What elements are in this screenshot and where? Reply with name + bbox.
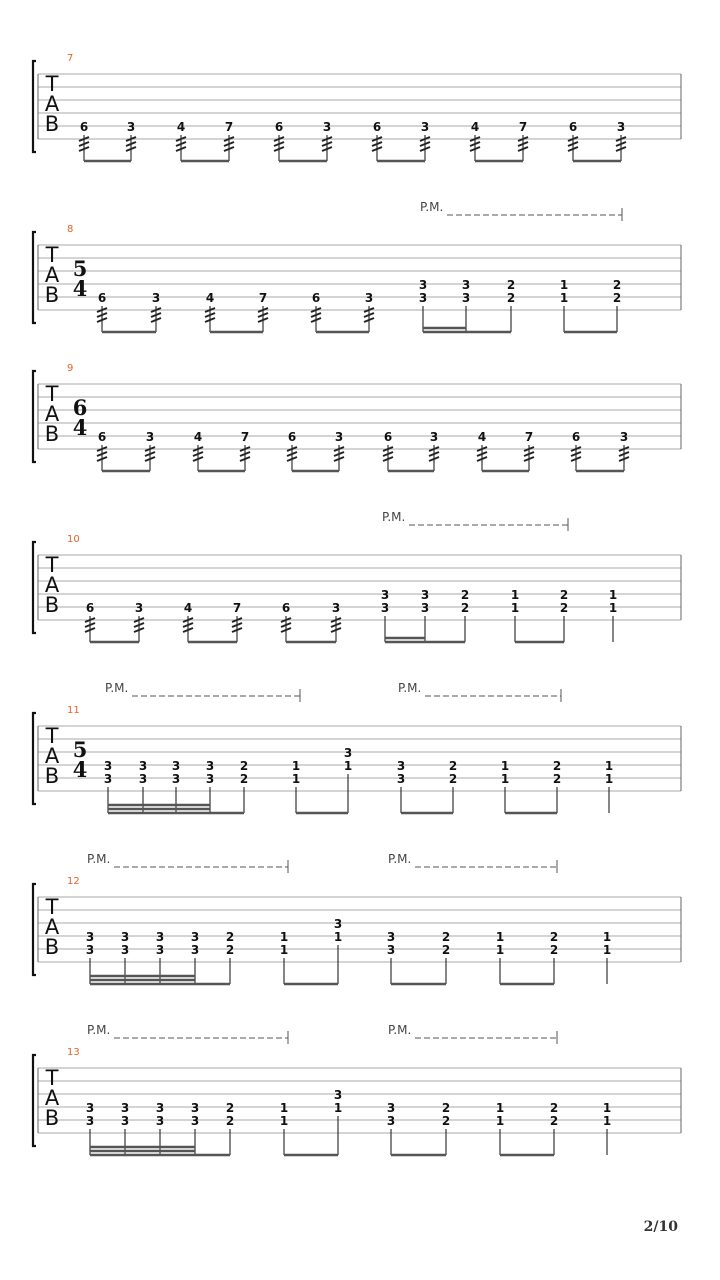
tab-note [387, 1101, 395, 1155]
tab-system [33, 363, 681, 471]
fret-number: 2 [239, 759, 249, 773]
fret-number: 6 [311, 291, 321, 305]
system-bracket [33, 371, 36, 462]
tab-letter-b: B [44, 283, 60, 307]
tab-note [280, 930, 288, 984]
fret-number: 2 [460, 601, 470, 615]
fret-number: 6 [568, 120, 578, 134]
tab-letter-a: A [44, 915, 60, 939]
fret-number: 3 [380, 588, 390, 602]
fret-number: 6 [274, 120, 284, 134]
tab-note [449, 759, 457, 813]
fret-number: 3 [380, 601, 390, 615]
fret-number: 4 [183, 601, 193, 615]
fret-number: 4 [470, 120, 480, 134]
tab-note [507, 278, 515, 332]
fret-number: 2 [552, 759, 562, 773]
fret-number: 3 [138, 759, 148, 773]
time-signature-bottom: 4 [72, 415, 88, 440]
fret-number: 3 [420, 120, 430, 134]
fret-number: 3 [155, 1114, 165, 1128]
fret-number: 3 [190, 1114, 200, 1128]
fret-number: 2 [225, 943, 235, 957]
fret-number: 3 [420, 588, 430, 602]
tab-note [496, 1101, 504, 1155]
tab-letter-b: B [44, 112, 60, 136]
tab-letter-a: A [44, 92, 60, 116]
palm-mute-label: P.M. [388, 1023, 412, 1037]
tab-note [420, 120, 430, 161]
tab-note [258, 291, 268, 332]
fret-number: 3 [386, 1101, 396, 1115]
fret-number: 3 [386, 1114, 396, 1128]
fret-number: 1 [559, 278, 569, 292]
palm-mute-label: P.M. [420, 200, 444, 214]
tab-note [442, 930, 450, 984]
fret-number: 1 [559, 291, 569, 305]
fret-number: 2 [441, 1114, 451, 1128]
time-signature-bottom: 4 [72, 757, 88, 782]
fret-number: 3 [429, 430, 439, 444]
tab-note [387, 930, 395, 984]
fret-number: 1 [510, 588, 520, 602]
fret-number: 3 [103, 759, 113, 773]
fret-number: 6 [79, 120, 89, 134]
tab-note [524, 430, 534, 471]
tab-letter-b: B [44, 422, 60, 446]
tab-system [33, 510, 681, 642]
tab-letter-a: A [44, 263, 60, 287]
tab-letter-t: T [45, 553, 59, 577]
tab-note [383, 430, 393, 471]
fret-number: 3 [85, 930, 95, 944]
tab-note [85, 601, 95, 642]
tab-note [442, 1101, 450, 1155]
tab-note [334, 917, 342, 984]
fret-number: 3 [331, 601, 341, 615]
system-bracket [33, 713, 36, 804]
fret-number: 6 [372, 120, 382, 134]
fret-number: 7 [524, 430, 534, 444]
tab-note [280, 1101, 288, 1155]
fret-number: 3 [386, 943, 396, 957]
tab-note [193, 430, 203, 471]
fret-number: 1 [279, 1114, 289, 1128]
palm-mute-label: P.M. [87, 852, 111, 866]
fret-number: 2 [441, 943, 451, 957]
tab-note [240, 759, 248, 813]
tab-letter-t: T [45, 72, 59, 96]
tab-note [603, 930, 611, 984]
tab-letter-a: A [44, 402, 60, 426]
tab-letter-t: T [45, 724, 59, 748]
tab-note [619, 430, 629, 471]
fret-number: 2 [612, 291, 622, 305]
fret-number: 3 [386, 930, 396, 944]
tab-letter-t: T [45, 243, 59, 267]
tab-note [470, 120, 480, 161]
fret-number: 1 [608, 601, 618, 615]
fret-number: 3 [205, 759, 215, 773]
fret-number: 3 [103, 772, 113, 786]
time-signature-top: 6 [72, 395, 88, 420]
tab-note [501, 759, 509, 813]
tab-letter-t: T [45, 895, 59, 919]
tab-note [372, 120, 382, 161]
fret-number: 1 [279, 930, 289, 944]
fret-number: 2 [506, 291, 516, 305]
tab-note [97, 291, 107, 332]
fret-number: 3 [138, 772, 148, 786]
fret-number: 2 [559, 601, 569, 615]
tab-letter-t: T [45, 1066, 59, 1090]
fret-number: 4 [176, 120, 186, 134]
fret-number: 3 [85, 1114, 95, 1128]
fret-number: 3 [396, 772, 406, 786]
fret-number: 1 [291, 759, 301, 773]
tab-note [232, 601, 242, 642]
tab-note [322, 120, 332, 161]
tab-note [571, 430, 581, 471]
fret-number: 3 [134, 601, 144, 615]
tab-note [397, 759, 405, 813]
tab-letter-b: B [44, 593, 60, 617]
tab-note [240, 430, 250, 471]
tab-system [33, 852, 681, 984]
tab-note [126, 120, 136, 161]
fret-number: 1 [343, 759, 353, 773]
fret-number: 1 [604, 772, 614, 786]
tab-note [613, 278, 621, 332]
fret-number: 2 [506, 278, 516, 292]
fret-number: 1 [495, 943, 505, 957]
fret-number: 2 [549, 943, 559, 957]
fret-number: 3 [126, 120, 136, 134]
fret-number: 7 [518, 120, 528, 134]
fret-number: 1 [333, 1101, 343, 1115]
time-signature-top: 5 [72, 737, 88, 762]
fret-number: 2 [225, 1114, 235, 1128]
system-bracket [33, 884, 36, 975]
fret-number: 6 [97, 430, 107, 444]
tab-note [421, 588, 429, 642]
palm-mute-label: P.M. [105, 681, 129, 695]
palm-mute-label: P.M. [388, 852, 412, 866]
fret-number: 7 [240, 430, 250, 444]
fret-number: 4 [193, 430, 203, 444]
tab-note [511, 588, 519, 642]
tab-note [419, 278, 427, 332]
tab-note [518, 120, 528, 161]
fret-number: 3 [155, 930, 165, 944]
fret-number: 1 [602, 930, 612, 944]
fret-number: 3 [120, 930, 130, 944]
fret-number: 7 [224, 120, 234, 134]
tab-note [462, 278, 470, 332]
tab-system [33, 1023, 681, 1155]
fret-number: 3 [120, 1101, 130, 1115]
system-bracket [33, 1055, 36, 1146]
fret-number: 3 [334, 430, 344, 444]
tab-note [224, 120, 234, 161]
fret-number: 1 [602, 943, 612, 957]
tab-note [461, 588, 469, 642]
fret-number: 3 [418, 291, 428, 305]
measure-number: 11 [67, 705, 80, 716]
tab-note [560, 278, 568, 332]
tab-note [145, 430, 155, 471]
measure-number: 13 [67, 1047, 80, 1058]
tab-system [33, 681, 681, 813]
fret-number: 7 [232, 601, 242, 615]
fret-number: 1 [608, 588, 618, 602]
fret-number: 2 [559, 588, 569, 602]
measure-number: 9 [67, 363, 74, 374]
fret-number: 1 [333, 930, 343, 944]
fret-number: 2 [549, 930, 559, 944]
fret-number: 3 [396, 759, 406, 773]
tab-note [364, 291, 374, 332]
fret-number: 2 [239, 772, 249, 786]
fret-number: 2 [441, 930, 451, 944]
tab-letter-a: A [44, 1086, 60, 1110]
fret-number: 3 [205, 772, 215, 786]
tab-note [292, 759, 300, 813]
fret-number: 2 [441, 1101, 451, 1115]
tab-note [331, 601, 341, 642]
tab-note [429, 430, 439, 471]
fret-number: 3 [333, 1088, 343, 1102]
tab-note [205, 291, 215, 332]
fret-number: 3 [171, 759, 181, 773]
palm-mute-label: P.M. [398, 681, 422, 695]
fret-number: 3 [85, 943, 95, 957]
fret-number: 1 [495, 930, 505, 944]
fret-number: 2 [612, 278, 622, 292]
time-signature-top: 5 [72, 256, 88, 281]
tab-note [287, 430, 297, 471]
fret-number: 2 [460, 588, 470, 602]
fret-number: 3 [190, 1101, 200, 1115]
system-bracket [33, 232, 36, 323]
fret-number: 2 [549, 1114, 559, 1128]
fret-number: 3 [343, 746, 353, 760]
fret-number: 1 [500, 759, 510, 773]
system-bracket [33, 542, 36, 633]
tab-note [568, 120, 578, 161]
tab-note [134, 601, 144, 642]
fret-number: 1 [291, 772, 301, 786]
fret-number: 6 [383, 430, 393, 444]
tab-note [496, 930, 504, 984]
tab-note [311, 291, 321, 332]
fret-number: 3 [120, 943, 130, 957]
fret-number: 1 [495, 1114, 505, 1128]
fret-number: 1 [510, 601, 520, 615]
fret-number: 7 [258, 291, 268, 305]
tab-note [281, 601, 291, 642]
fret-number: 6 [281, 601, 291, 615]
fret-number: 2 [225, 930, 235, 944]
tab-note [79, 120, 89, 161]
tab-note [605, 759, 613, 813]
fret-number: 6 [287, 430, 297, 444]
fret-number: 2 [448, 772, 458, 786]
fret-number: 3 [420, 601, 430, 615]
fret-number: 4 [205, 291, 215, 305]
palm-mute-label: P.M. [382, 510, 406, 524]
fret-number: 1 [602, 1114, 612, 1128]
tab-note [553, 759, 561, 813]
fret-number: 4 [477, 430, 487, 444]
tab-note [97, 430, 107, 471]
tab-letter-t: T [45, 382, 59, 406]
tab-letter-b: B [44, 935, 60, 959]
fret-number: 1 [495, 1101, 505, 1115]
tab-note [609, 588, 617, 642]
tab-letter-a: A [44, 744, 60, 768]
fret-number: 6 [571, 430, 581, 444]
tab-letter-b: B [44, 1106, 60, 1130]
system-bracket [33, 61, 36, 152]
time-signature-bottom: 4 [72, 276, 88, 301]
fret-number: 3 [120, 1114, 130, 1128]
tab-letter-b: B [44, 764, 60, 788]
fret-number: 2 [225, 1101, 235, 1115]
fret-number: 1 [602, 1101, 612, 1115]
tab-note [183, 601, 193, 642]
tab-note [334, 430, 344, 471]
tab-note [176, 120, 186, 161]
tab-letter-a: A [44, 573, 60, 597]
fret-number: 6 [97, 291, 107, 305]
fret-number: 6 [85, 601, 95, 615]
fret-number: 2 [448, 759, 458, 773]
fret-number: 3 [145, 430, 155, 444]
tab-system [33, 200, 681, 332]
tab-note [550, 930, 558, 984]
fret-number: 3 [418, 278, 428, 292]
palm-mute-label: P.M. [87, 1023, 111, 1037]
fret-number: 3 [616, 120, 626, 134]
fret-number: 3 [619, 430, 629, 444]
fret-number: 3 [461, 278, 471, 292]
fret-number: 2 [549, 1101, 559, 1115]
fret-number: 3 [171, 772, 181, 786]
tab-system [33, 53, 681, 161]
tab-note [560, 588, 568, 642]
fret-number: 3 [190, 943, 200, 957]
fret-number: 3 [322, 120, 332, 134]
fret-number: 3 [151, 291, 161, 305]
fret-number: 3 [155, 943, 165, 957]
fret-number: 1 [604, 759, 614, 773]
page-number: 2/10 [643, 1219, 678, 1235]
measure-number: 8 [67, 224, 74, 235]
measure-number: 10 [67, 534, 80, 545]
measure-number: 12 [67, 876, 80, 887]
measure-number: 7 [67, 53, 74, 64]
tab-note [603, 1101, 611, 1155]
fret-number: 1 [500, 772, 510, 786]
tab-note [274, 120, 284, 161]
fret-number: 3 [333, 917, 343, 931]
tab-note [550, 1101, 558, 1155]
fret-number: 2 [552, 772, 562, 786]
tab-note [226, 930, 234, 984]
fret-number: 3 [461, 291, 471, 305]
tab-note [151, 291, 161, 332]
fret-number: 3 [85, 1101, 95, 1115]
fret-number: 3 [155, 1101, 165, 1115]
tab-note [344, 746, 352, 813]
fret-number: 1 [279, 943, 289, 957]
tab-note [381, 588, 389, 642]
tab-note [477, 430, 487, 471]
tab-note [226, 1101, 234, 1155]
fret-number: 3 [190, 930, 200, 944]
fret-number: 1 [279, 1101, 289, 1115]
tab-note [334, 1088, 342, 1155]
tab-note [616, 120, 626, 161]
fret-number: 3 [364, 291, 374, 305]
